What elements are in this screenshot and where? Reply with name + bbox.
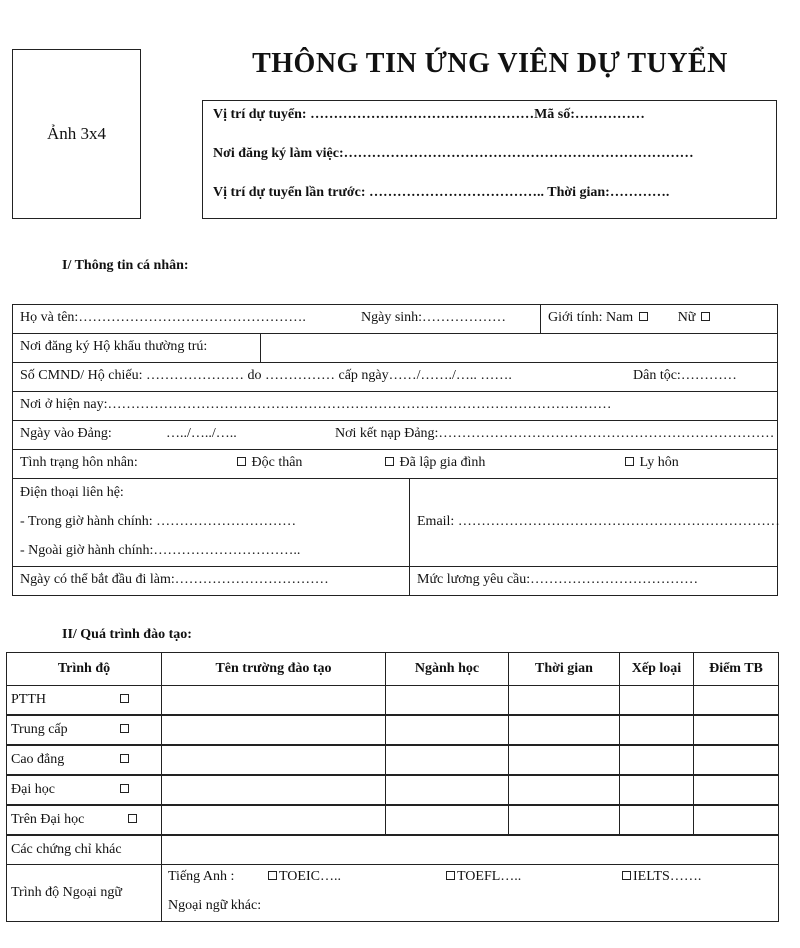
rank-cell[interactable] [620, 745, 694, 775]
start-date-field[interactable]: Ngày có thể bắt đầu đi làm:…………………………… [20, 572, 329, 587]
table-row [7, 805, 779, 835]
foreign-lang-cell [162, 865, 779, 922]
school-cell[interactable] [162, 775, 386, 805]
gpa-cell[interactable] [694, 715, 779, 745]
header-level: Trình độ [7, 653, 162, 686]
education-table [6, 652, 779, 922]
table-row [7, 686, 779, 716]
other-certs-label: Các chứng chỉ khác [7, 835, 162, 865]
rank-cell[interactable] [620, 715, 694, 745]
major-cell[interactable] [386, 686, 509, 716]
toefl-checkbox[interactable] [446, 871, 455, 880]
education-header-row [7, 653, 779, 686]
gpa-cell[interactable] [694, 745, 779, 775]
level-label: PTTH [11, 692, 46, 707]
gender-male-checkbox[interactable] [639, 312, 648, 321]
gpa-cell[interactable] [694, 805, 779, 835]
table-row [7, 745, 779, 775]
marital-single-option[interactable] [235, 455, 302, 471]
row-residence [13, 334, 777, 363]
gender-female-checkbox[interactable] [701, 312, 710, 321]
ielts-checkbox[interactable] [622, 871, 631, 880]
time-cell[interactable] [509, 715, 620, 745]
table-row [7, 775, 779, 805]
party-date-label: Ngày vào Đảng: [20, 426, 112, 441]
marital-label: Tình trạng hôn nhân: [20, 455, 138, 470]
header-gpa: Điểm TB [694, 653, 779, 686]
party-date-field[interactable]: …../…../….. [166, 426, 237, 441]
toefl-label: TOEFL….. [457, 869, 522, 884]
gpa-cell[interactable] [694, 775, 779, 805]
toeic-checkbox[interactable] [268, 871, 277, 880]
photo-placeholder [12, 49, 141, 219]
level-checkbox[interactable] [128, 814, 137, 823]
foreign-lang-label: Trình độ Ngoại ngữ [7, 865, 162, 922]
email-field[interactable]: Email: …………………………………………………………… [417, 514, 780, 529]
marital-married-label: Đã lập gia đình [399, 455, 486, 470]
gender-group [548, 310, 712, 326]
header-rank: Xếp loại [620, 653, 694, 686]
english-label: Tiếng Anh : [168, 869, 235, 884]
other-lang-field[interactable]: Ngoại ngữ khác: [168, 898, 262, 913]
foreign-language-row [7, 865, 779, 922]
gender-label: Giới tính: [548, 310, 603, 325]
major-cell[interactable] [386, 745, 509, 775]
id-number-field[interactable]: Số CMND/ Hộ chiếu: ………………… do …………… cấp ngày……/……./….. ……. [20, 368, 512, 383]
phone-after-hours-field[interactable]: - Ngoài giờ hành chính:………………………….. [20, 543, 301, 558]
toeic-label: TOEIC….. [279, 869, 341, 884]
row-contact [13, 479, 780, 567]
marital-divorced-checkbox[interactable] [625, 457, 634, 466]
dob-field[interactable]: Ngày sinh:……………… [361, 310, 507, 325]
level-checkbox[interactable] [120, 784, 129, 793]
position-applied-field[interactable]: Vị trí dự tuyển: …………………………………………Mã số:…………… [213, 107, 645, 122]
major-cell[interactable] [386, 775, 509, 805]
ielts-label: IELTS……. [633, 869, 702, 884]
name-field[interactable]: Họ và tên:…………………………………………. [20, 310, 306, 325]
row-marital [13, 450, 777, 479]
level-label: Đại học [11, 782, 55, 797]
phone-label: Điện thoại liên hệ: [20, 485, 124, 500]
position-box [202, 100, 777, 219]
rank-cell[interactable] [620, 686, 694, 716]
ethnicity-field[interactable]: Dân tộc:………… [633, 368, 737, 383]
marital-married-option[interactable] [383, 455, 485, 471]
rank-cell[interactable] [620, 775, 694, 805]
level-label: Cao đẳng [11, 752, 65, 767]
party-place-field[interactable]: Nơi kết nạp Đảng:……………………………………………………………… [335, 426, 775, 441]
level-label: Trên Đại học [11, 812, 85, 827]
row-address [13, 392, 777, 421]
time-cell[interactable] [509, 775, 620, 805]
current-address-field[interactable]: Nơi ở hiện nay:……………………………………………………………………………………………… [20, 397, 612, 412]
toeic-option[interactable] [266, 869, 341, 885]
row-start-salary [13, 567, 777, 596]
table-row [7, 715, 779, 745]
time-cell[interactable] [509, 805, 620, 835]
row-name [13, 305, 777, 334]
major-cell[interactable] [386, 805, 509, 835]
marital-divorced-label: Ly hôn [639, 455, 679, 470]
gender-female-label: Nữ [677, 310, 696, 325]
marital-single-checkbox[interactable] [237, 457, 246, 466]
gpa-cell[interactable] [694, 686, 779, 716]
header-school: Tên trường đào tạo [162, 653, 386, 686]
toefl-option[interactable] [444, 869, 521, 885]
school-cell[interactable] [162, 745, 386, 775]
level-checkbox[interactable] [120, 754, 129, 763]
phone-office-field[interactable]: - Trong giờ hành chính: ………………………… [20, 514, 297, 529]
table-row [7, 835, 779, 865]
marital-married-checkbox[interactable] [385, 457, 394, 466]
time-cell[interactable] [509, 686, 620, 716]
photo-label: Ảnh 3x4 [46, 124, 107, 143]
major-cell[interactable] [386, 715, 509, 745]
personal-info-table [12, 304, 778, 596]
section-personal-title: I/ Thông tin cá nhân: [62, 258, 189, 273]
gender-male-label: Nam [605, 310, 634, 325]
school-cell[interactable] [162, 715, 386, 745]
residence-label: Nơi đăng ký Hộ khẩu thường trú: [20, 339, 208, 354]
header-major: Ngành học [386, 653, 509, 686]
school-cell[interactable] [162, 805, 386, 835]
previous-position-field[interactable]: Vị trí dự tuyển lần trước: ……………………………….. Thời gian:…………. [213, 185, 670, 200]
level-checkbox[interactable] [120, 694, 129, 703]
marital-single-label: Độc thân [251, 455, 303, 470]
header-time: Thời gian [509, 653, 620, 686]
salary-field[interactable]: Mức lương yêu cầu:……………………………… [417, 572, 699, 587]
row-id [13, 363, 777, 392]
other-certs-cell[interactable] [162, 835, 779, 865]
page-title: THÔNG TIN ỨNG VIÊN DỰ TUYỂN [252, 48, 728, 79]
rank-cell[interactable] [620, 805, 694, 835]
row-party [13, 421, 777, 450]
marital-divorced-option[interactable] [623, 455, 679, 471]
level-checkbox[interactable] [120, 724, 129, 733]
section-education-title: II/ Quá trình đào tạo: [62, 627, 192, 642]
ielts-option[interactable] [620, 869, 701, 885]
school-cell[interactable] [162, 686, 386, 716]
time-cell[interactable] [509, 745, 620, 775]
level-label: Trung cấp [11, 722, 68, 737]
work-location-field[interactable]: Nơi đăng ký làm việc:………………………………………………………………… [213, 146, 694, 161]
